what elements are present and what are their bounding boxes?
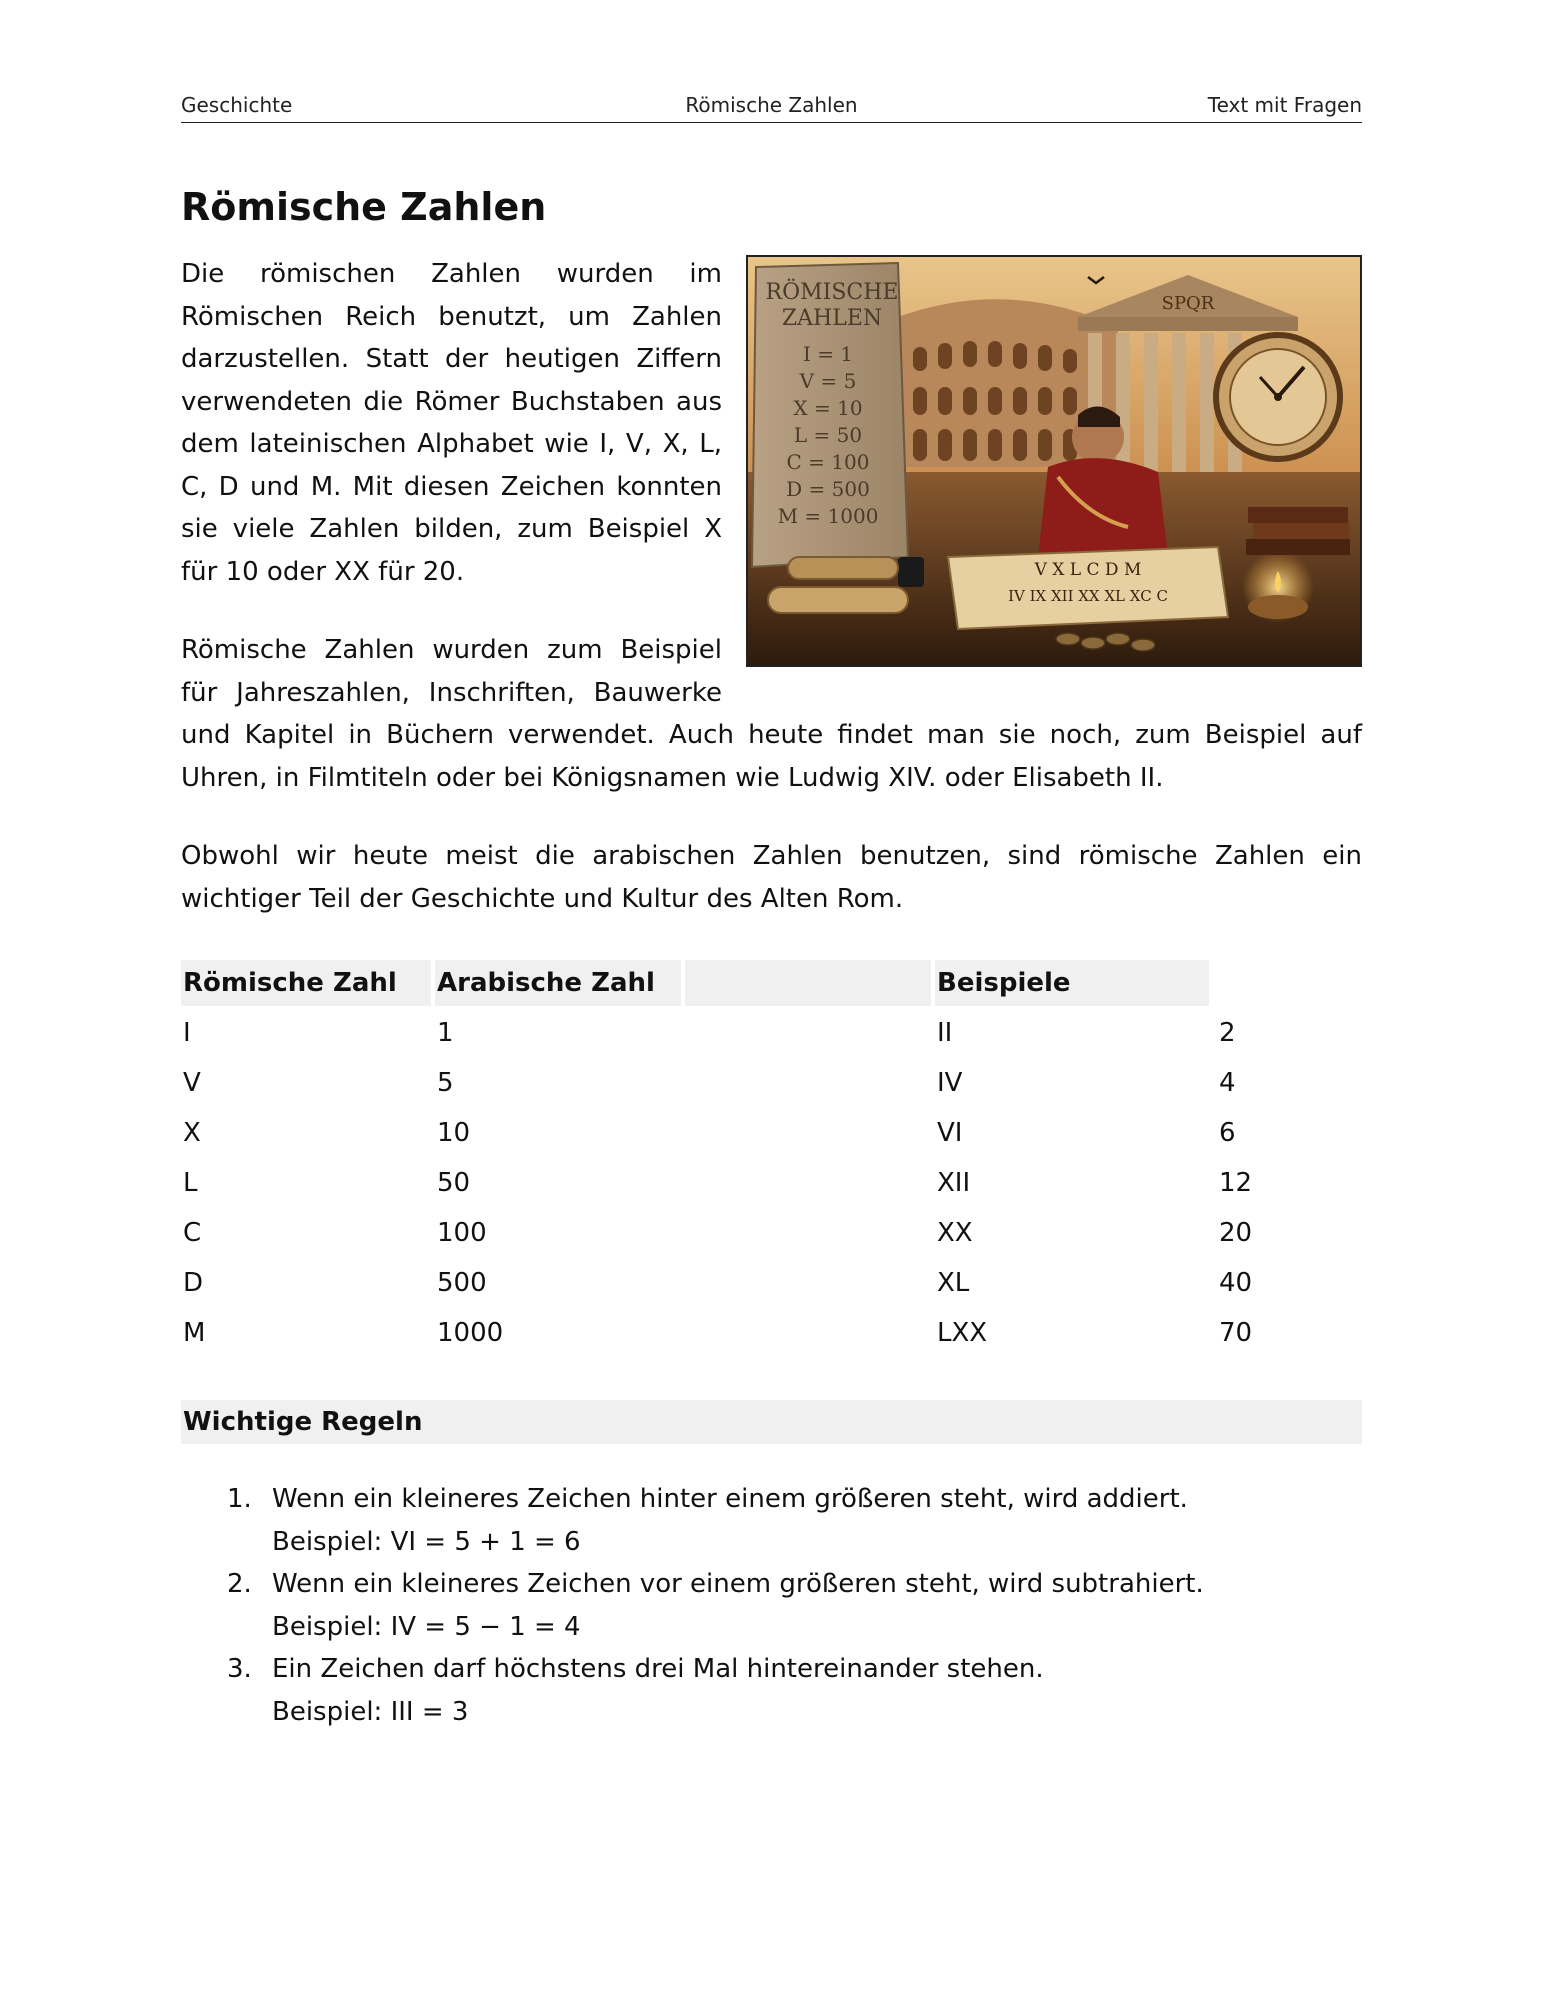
arabic-number-cell: 100	[437, 1218, 487, 1248]
arabic-number-cell: 1	[437, 1018, 454, 1048]
numeral-tablet-drawing	[752, 263, 908, 567]
example-roman-cell: XL	[937, 1268, 970, 1298]
intro-section	[181, 253, 1362, 920]
example-value-cell: 20	[1219, 1218, 1253, 1248]
roman-numeral-cell: C	[183, 1218, 202, 1248]
roman-numeral-cell: M	[183, 1318, 206, 1348]
example-roman-cell: XII	[937, 1168, 971, 1198]
table-row	[181, 1308, 1362, 1358]
column-header: Römische Zahl	[181, 960, 431, 1006]
example-value-cell: 40	[1219, 1268, 1253, 1298]
example-value-cell: 12	[1219, 1168, 1253, 1198]
rule-example: Beispiel: VI = 5 + 1 = 6	[272, 1526, 581, 1557]
tablet-entry: L = 50	[793, 423, 863, 447]
example-roman-cell: IV	[937, 1068, 963, 1098]
scroll-drawing	[948, 547, 1228, 629]
tablet-title-line2: ZAHLEN	[781, 306, 883, 331]
example-roman-cell: LXX	[937, 1318, 988, 1348]
tablet-entry: D = 500	[786, 477, 870, 501]
example-roman-cell: XX	[937, 1218, 973, 1248]
oil-lamp-drawing	[1242, 551, 1314, 623]
scroll-line1: V X L C D M	[1034, 560, 1142, 580]
roman-numeral-cell: D	[183, 1268, 204, 1298]
table-row	[181, 1058, 1362, 1108]
rule-number: 2.	[227, 1569, 252, 1599]
tablet-entry: M = 1000	[777, 504, 879, 528]
tablet-entry: X = 10	[793, 396, 863, 420]
table-row	[181, 1108, 1362, 1158]
rule-text: Ein Zeichen darf höchstens drei Mal hintereinander stehen.	[272, 1654, 1044, 1684]
table-body	[181, 1008, 1362, 1358]
rolled-scroll-drawing	[768, 587, 908, 613]
books-drawing	[1246, 507, 1350, 555]
header-subject: Geschichte	[181, 93, 293, 117]
tablet-entry: I = 1	[802, 342, 854, 366]
column-header: Arabische Zahl	[435, 960, 681, 1006]
rule-text: Wenn ein kleineres Zeichen vor einem größeren steht, wird subtrahiert.	[272, 1569, 1204, 1599]
tablet-entry: C = 100	[786, 450, 870, 474]
rule-item	[181, 1563, 1362, 1648]
running-header	[181, 90, 1362, 123]
roman-numeral-cell: I	[183, 1018, 191, 1048]
arabic-number-cell: 500	[437, 1268, 487, 1298]
temple-inscription: SPQR	[1161, 293, 1215, 314]
intro-paragraph-2: Römische Zahlen wurden zum Beispiel für Jahreszahlen, Inschriften, Bauwerke und Kapitel in Büchern verwendet. Auch heute findet man sie noch, zum Beispiel auf Uhren, in Filmtiteln oder bei Königsnamen wie Ludwig XIV. oder Elisabeth II.	[181, 635, 1362, 793]
example-value-cell: 70	[1219, 1318, 1253, 1348]
inkwell-drawing	[898, 557, 924, 587]
tablet-entry: V = 5	[799, 369, 857, 393]
example-value-cell: 6	[1219, 1118, 1236, 1148]
intro-paragraph-1: Die römischen Zahlen wurden im Römischen Reich benutzt, um Zahlen darzustellen. Statt der heutigen Ziffern verwendeten die Römer Buchstaben aus dem lateinischen Alphabet wie I, V, X, L, C, D und M. Mit diesen Zeichen konnten sie viele Zahlen bilden, zum Beispiel X für 10 oder XX für 20.	[181, 259, 722, 587]
tablet-title-line1: RÖMISCHE	[765, 280, 899, 305]
example-value-cell: 2	[1219, 1018, 1236, 1048]
example-value-cell: 4	[1219, 1068, 1236, 1098]
page-title: Römische Zahlen	[181, 185, 547, 229]
rule-text: Wenn ein kleineres Zeichen hinter einem größeren steht, wird addiert.	[272, 1484, 1188, 1514]
column-header	[685, 960, 931, 1006]
arabic-number-cell: 5	[437, 1068, 454, 1098]
scroll-line2: IV IX XII XX XL XC C	[1008, 587, 1168, 605]
table-row	[181, 1158, 1362, 1208]
header-worksheet-type: Text mit Fragen	[1207, 93, 1362, 117]
rule-item	[181, 1648, 1362, 1733]
arabic-number-cell: 1000	[437, 1318, 504, 1348]
roman-illustration	[746, 255, 1362, 667]
table-header-row	[181, 960, 1362, 1008]
arabic-number-cell: 10	[437, 1118, 471, 1148]
roman-numeral-cell: V	[183, 1068, 201, 1098]
roman-numeral-cell: L	[183, 1168, 198, 1198]
column-header: Beispiele	[935, 960, 1209, 1006]
table-row	[181, 1208, 1362, 1258]
rule-number: 1.	[227, 1484, 252, 1514]
rule-example: Beispiel: III = 3	[272, 1696, 469, 1727]
rules-heading: Wichtige Regeln	[181, 1400, 1362, 1444]
rule-example: Beispiel: IV = 5 − 1 = 4	[272, 1611, 581, 1642]
example-roman-cell: II	[937, 1018, 953, 1048]
table-row	[181, 1008, 1362, 1058]
document-page	[181, 90, 1362, 1733]
rules-list	[181, 1478, 1362, 1733]
clock-drawing	[1216, 335, 1340, 459]
roman-numeral-cell: X	[183, 1118, 201, 1148]
rolled-scroll-drawing	[788, 557, 898, 579]
example-roman-cell: VI	[937, 1118, 963, 1148]
header-topic: Römische Zahlen	[685, 93, 858, 117]
rule-item	[181, 1478, 1362, 1563]
arabic-number-cell: 50	[437, 1168, 471, 1198]
numeral-table	[181, 960, 1362, 1358]
table-row	[181, 1258, 1362, 1308]
intro-paragraph-3: Obwohl wir heute meist die arabischen Zahlen benutzen, sind römische Zahlen ein wichtiger Teil der Geschichte und Kultur des Alten Rom.	[181, 841, 1362, 914]
rule-number: 3.	[227, 1654, 252, 1684]
